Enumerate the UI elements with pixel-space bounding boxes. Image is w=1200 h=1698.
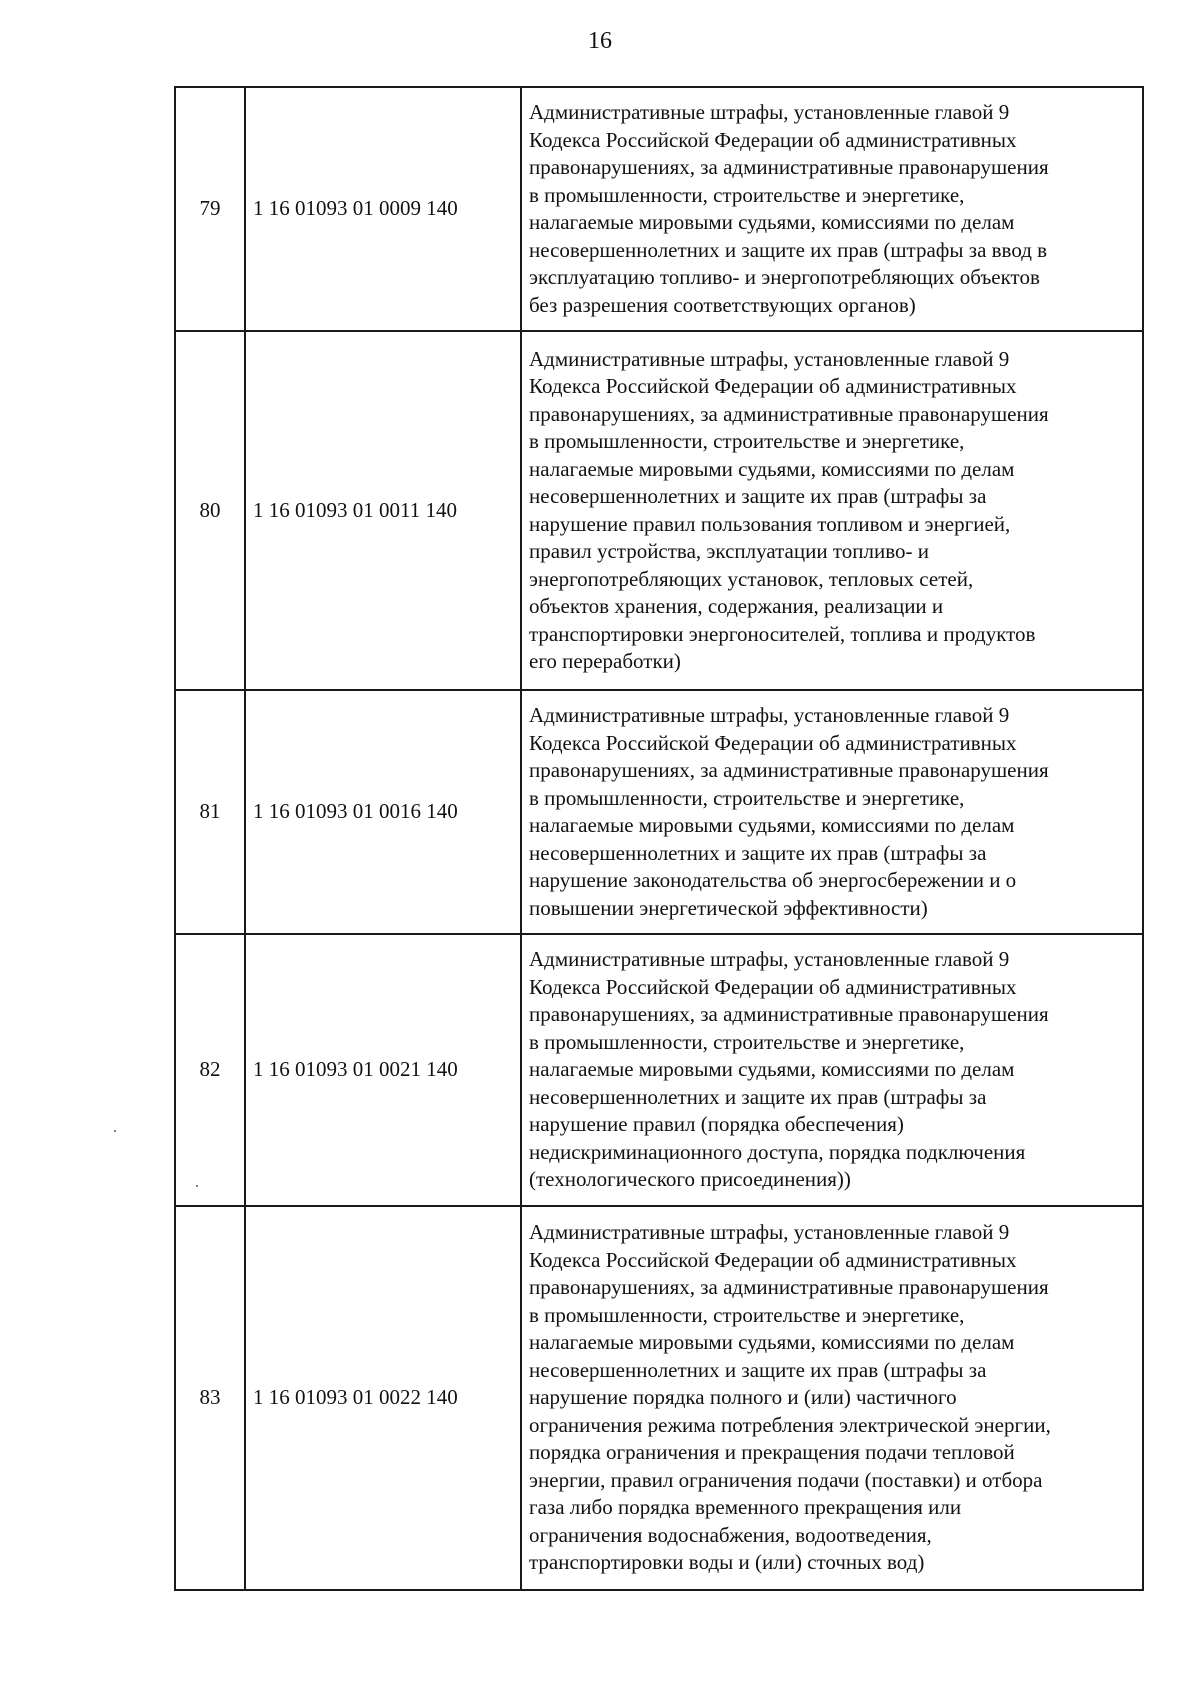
budget-classification-code: 1 16 01093 01 0021 140 bbox=[245, 934, 521, 1206]
description-line: несовершеннолетних и защите их прав (штрафы за bbox=[529, 484, 987, 508]
description-line: (технологического присоединения)) bbox=[529, 1167, 851, 1192]
description-line: Административные штрафы, установленные главой 9 bbox=[529, 703, 1010, 727]
description-line: Административные штрафы, установленные главой 9 bbox=[529, 1220, 1010, 1245]
description-line: Кодекса Российской Федерации об административных bbox=[529, 730, 1017, 755]
description-line: несовершеннолетних и защите их прав (штрафы за bbox=[529, 1357, 987, 1382]
description-line: правонарушениях, за административные правонарушения bbox=[529, 1002, 1049, 1027]
fines-table bbox=[174, 86, 1144, 1591]
description-line: энергии, правил ограничения подачи (поставки) и отбора bbox=[529, 1467, 1043, 1492]
description-line: в промышленности, строительстве и энергетике, bbox=[529, 429, 965, 453]
scan-speck bbox=[196, 1185, 198, 1187]
description-line: правонарушениях, за административные правонарушения bbox=[529, 155, 1049, 179]
description-line: повышении энергетической эффективности) bbox=[529, 895, 928, 920]
fine-description bbox=[521, 934, 1143, 1206]
description-line: ограничения режима потребления электрической энергии, bbox=[529, 1412, 1051, 1437]
description-line: транспортировки воды и (или) сточных вод) bbox=[529, 1550, 925, 1575]
description-line: порядка ограничения и прекращения подачи тепловой bbox=[529, 1440, 1015, 1465]
description-line: налагаемые мировыми судьями, комиссиями по делам bbox=[529, 456, 1015, 481]
description-line: его переработки) bbox=[529, 649, 681, 673]
description-line: без разрешения соответствующих органов) bbox=[529, 292, 916, 317]
description-line: нарушение правил (порядка обеспечения) bbox=[529, 1112, 904, 1137]
description-line: в промышленности, строительстве и энергетике, bbox=[529, 785, 965, 810]
budget-classification-code: 1 16 01093 01 0022 140 bbox=[245, 1206, 521, 1590]
description-line: транспортировки энергоносителей, топлива и продуктов bbox=[529, 621, 1036, 646]
table-row bbox=[175, 934, 1143, 1206]
description-line: в промышленности, строительстве и энергетике, bbox=[529, 1302, 965, 1327]
description-line: правонарушениях, за административные правонарушения bbox=[529, 401, 1049, 426]
description-line: Кодекса Российской Федерации об административных bbox=[529, 974, 1017, 999]
description-line: налагаемые мировыми судьями, комиссиями по делам bbox=[529, 813, 1015, 837]
description-line: нарушение законодательства об энергосбережении и о bbox=[529, 868, 1017, 892]
description-line: несовершеннолетних и защите их прав (штрафы за ввод в bbox=[529, 237, 1048, 262]
scan-speck bbox=[114, 1130, 116, 1132]
fine-description bbox=[521, 87, 1143, 331]
description-line: нарушение правил пользования топливом и энергией, bbox=[529, 511, 1011, 536]
description-line: несовершеннолетних и защите их прав (штрафы за bbox=[529, 1084, 987, 1109]
description-line: в промышленности, строительстве и энергетике, bbox=[529, 182, 965, 207]
table-row bbox=[175, 1206, 1143, 1590]
description-line: Кодекса Российской Федерации об административных bbox=[529, 374, 1017, 398]
description-line: налагаемые мировыми судьями, комиссиями по делам bbox=[529, 210, 1015, 234]
description-line: правонарушениях, за административные правонарушения bbox=[529, 758, 1049, 782]
budget-classification-code: 1 16 01093 01 0009 140 bbox=[245, 87, 521, 331]
fine-description bbox=[521, 331, 1143, 690]
description-line: Кодекса Российской Федерации об административных bbox=[529, 1247, 1017, 1272]
description-line: Кодекса Российской Федерации об административных bbox=[529, 127, 1017, 152]
row-number: 81 bbox=[175, 690, 245, 934]
description-line: объектов хранения, содержания, реализации и bbox=[529, 594, 944, 618]
description-line: Административные штрафы, установленные главой 9 bbox=[529, 100, 1010, 124]
budget-classification-code: 1 16 01093 01 0011 140 bbox=[245, 331, 521, 690]
description-line: правил устройства, эксплуатации топливо- и bbox=[529, 539, 929, 563]
description-line: недискриминационного доступа, порядка подключения bbox=[529, 1139, 1026, 1164]
table-row bbox=[175, 87, 1143, 331]
fine-description bbox=[521, 1206, 1143, 1590]
description-line: ограничения водоснабжения, водоотведения, bbox=[529, 1522, 932, 1547]
page-number: 16 bbox=[588, 28, 612, 54]
fine-description bbox=[521, 690, 1143, 934]
description-line: в промышленности, строительстве и энергетике, bbox=[529, 1029, 965, 1054]
row-number: 80 bbox=[175, 331, 245, 690]
description-line: налагаемые мировыми судьями, комиссиями по делам bbox=[529, 1330, 1015, 1355]
description-line: несовершеннолетних и защите их прав (штрафы за bbox=[529, 840, 987, 865]
table-row bbox=[175, 690, 1143, 934]
budget-classification-code: 1 16 01093 01 0016 140 bbox=[245, 690, 521, 934]
description-line: Административные штрафы, установленные главой 9 bbox=[529, 346, 1010, 371]
table-row bbox=[175, 331, 1143, 690]
fines-table-body bbox=[175, 87, 1143, 1590]
description-line: правонарушениях, за административные правонарушения bbox=[529, 1275, 1049, 1300]
row-number: 83 bbox=[175, 1206, 245, 1590]
row-number: 79 bbox=[175, 87, 245, 331]
description-line: эксплуатацию топливо- и энергопотребляющих объектов bbox=[529, 265, 1040, 289]
description-line: нарушение порядка полного и (или) частичного bbox=[529, 1385, 957, 1410]
description-line: энергопотребляющих установок, тепловых сетей, bbox=[529, 566, 974, 591]
row-number: 82 bbox=[175, 934, 245, 1206]
description-line: налагаемые мировыми судьями, комиссиями по делам bbox=[529, 1057, 1015, 1082]
description-line: Административные штрафы, установленные главой 9 bbox=[529, 947, 1010, 972]
description-line: газа либо порядка временного прекращения или bbox=[529, 1495, 962, 1520]
